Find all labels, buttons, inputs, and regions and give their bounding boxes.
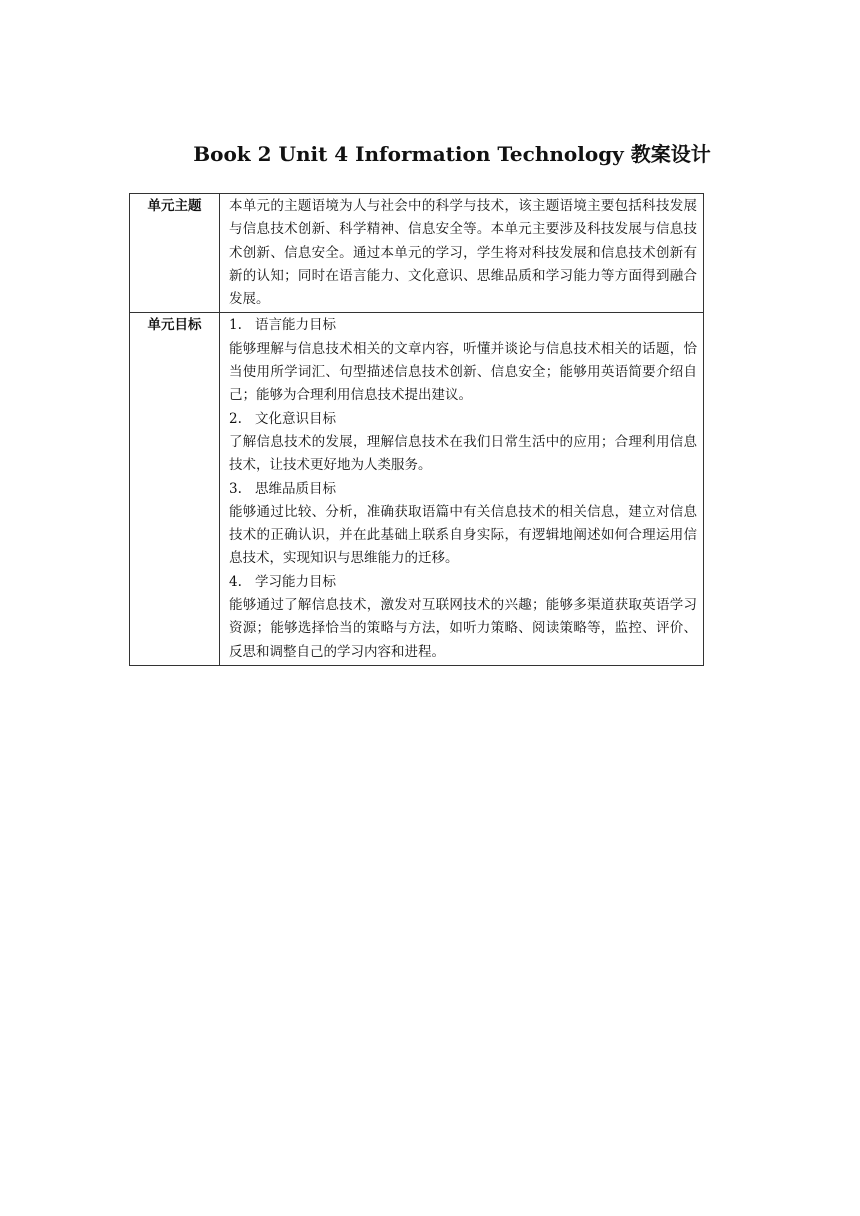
goal-heading-thinking [229,478,697,501]
goal-heading-text: 思维品质目标 [255,480,336,497]
goal-text-learning: 能够通过了解信息技术，激发对互联网技术的兴趣；能够多渠道获取英语学习资源；能够选择恰当的策略与方法，如听力策略、阅读策略等，监控、评价、反思和调整自己的学习内容和进程。 [229,597,697,660]
row-label-unit-goals: 单元目标 [130,313,220,665]
goal-heading-culture [229,408,697,431]
goal-number: 1. [229,317,242,334]
unit-goals-content [220,313,704,665]
goal-heading-learning [229,571,697,594]
table-row-unit-goals [130,313,704,665]
lesson-plan-table [129,193,704,666]
unit-theme-text: 本单元的主题语境为人与社会中的科学与技术，该主题语境主要包括科技发展与信息技术创新、科学精神、信息安全等。本单元主要涉及科技发展与信息技术创新、信息安全。通过本单元的学习，学生将对科技发展和信息技术创新有新的认知；同时在语言能力、文化意识、思维品质和学习能力等方面得到融合发展。 [220,194,704,313]
goal-text-language: 能够理解与信息技术相关的文章内容，听懂并谈论与信息技术相关的话题，恰当使用所学词汇、句型描述信息技术创新、信息安全；能够用英语简要介绍自己；能够为合理利用信息技术提出建议。 [229,340,697,404]
goal-heading-text: 文化意识目标 [255,410,336,427]
goal-number: 2. [229,410,242,427]
table-row-unit-theme [130,194,704,313]
goal-number: 3. [229,480,242,497]
row-label-unit-theme: 单元主题 [130,194,220,313]
goal-number: 4. [229,573,242,590]
goal-text-thinking: 能够通过比较、分析，准确获取语篇中有关信息技术的相关信息，建立对信息技术的正确认识，并在此基础上联系自身实际，有逻辑地阐述如何合理运用信息技术，实现知识与思维能力的迁移。 [229,503,697,567]
goal-text-culture: 了解信息技术的发展，理解信息技术在我们日常生活中的应用；合理利用信息技术，让技术更好地为人类服务。 [229,433,697,474]
goal-heading-text: 语言能力目标 [255,317,336,334]
document-title: Book 2 Unit 4 Information Technology 教案设计 [193,142,711,166]
goal-heading-language [229,314,697,337]
goal-heading-text: 学习能力目标 [255,573,336,590]
